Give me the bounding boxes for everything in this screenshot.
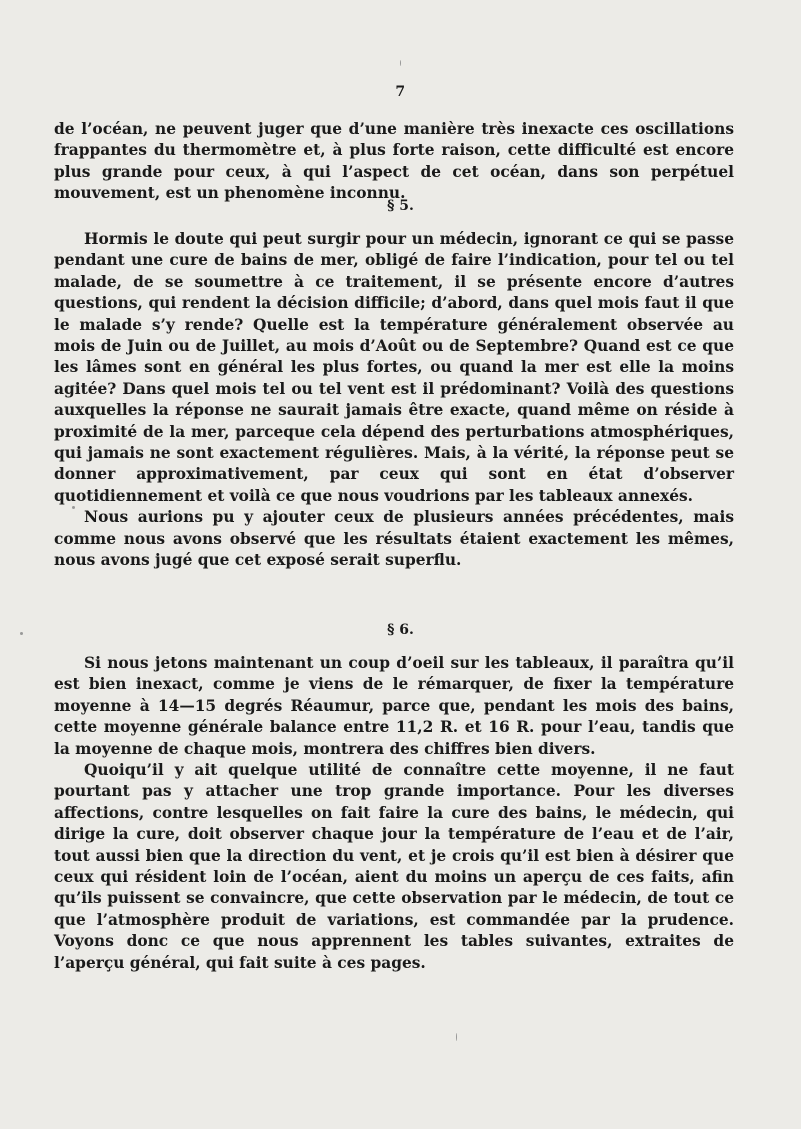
section-heading-6: § 6. xyxy=(387,622,414,638)
intro-text-block xyxy=(54,119,734,205)
section-6-text-block xyxy=(54,653,734,974)
scan-speck xyxy=(20,632,23,635)
section-5-text-block xyxy=(54,229,734,572)
paragraph: de l’océan, ne peuvent juger que d’une manière très inexacte ces oscillations frappantes du thermomètre et, à plus forte raison, cette difficulté est encore plus grande pour ceux, à qui l’aspect de cet océan, dans son perpétuel mouvement, est un phenomène inconnu. xyxy=(54,120,734,203)
scan-speck xyxy=(72,506,75,509)
page-number: 7 xyxy=(395,84,406,100)
paragraph: Si nous jetons maintenant un coup d’oeil sur les tableaux, il paraîtra qu’il est bien inexact, comme je viens de le rémarquer, de fixer la température moyenne à 14—15 degrés Réaumur, parce que, pendant les mois des bains, cette moyenne générale balance entre 11,2 R. et 16 R. pour l’eau, tandis que la moyenne de chaque mois, montrera des chiffres bien divers. xyxy=(54,654,734,758)
scan-speck xyxy=(456,1033,457,1041)
paragraph: Hormis le doute qui peut surgir pour un médecin, ignorant ce qui se passe pendant une cure de bains de mer, obligé de faire l’indication, pour tel ou tel malade, de se soumettre à ce traitement, il se présente encore d’autres questions, qui rendent la décision difficile; d’abord, dans quel mois faut il que le malade s’y rende? Quelle est la température généralement observée au mois de Juin ou de Juillet, au mois d’Août ou de Septembre? Quand est ce que les lâmes sont en général les plus fortes, ou quand la mer est elle la moins agitée? Dans quel mois tel ou tel vent est il prédominant? Voilà des questions auxquelles la réponse ne saurait jamais être exacte, quand même on réside à proximité de la mer, parceque cela dépend des perturbations atmosphériques, qui jamais ne sont exactement régulières. Mais, à la vérité, la réponse peut se donner approximativement, par ceux qui sont en état d’observer quotidiennement et voilà ce que nous voudrions par les tableaux annexés. xyxy=(54,230,734,505)
paragraph: Quoiqu’il y ait quelque utilité de connaître cette moyenne, il ne faut pourtant pas y attacher une trop grande importance. Pour les diverses affections, contre lesquelles on fait faire la cure des bains, le médecin, qui dirige la cure, doit observer chaque jour la température de l’eau et de l’air, tout aussi bien que la direction du vent, et je crois qu’il est bien à désirer que ceux qui résident loin de l’océan, aient du moins un aperçu de ces faits, afin qu’ils puissent se convaincre, que cette observation par le médecin, de tout ce que l’atmosphère produit de variations, est commandée par la prudence. Voyons donc ce que nous apprennent les tables suivantes, extraites de l’aperçu général, qui fait suite à ces pages. xyxy=(54,761,734,972)
scan-speck xyxy=(400,60,401,66)
section-heading-5: § 5. xyxy=(387,198,414,214)
paragraph: Nous aurions pu y ajouter ceux de plusieurs années précédentes, mais comme nous avons observé que les résultats étaient exactement les mêmes, nous avons jugé que cet exposé serait superflu. xyxy=(54,508,734,570)
